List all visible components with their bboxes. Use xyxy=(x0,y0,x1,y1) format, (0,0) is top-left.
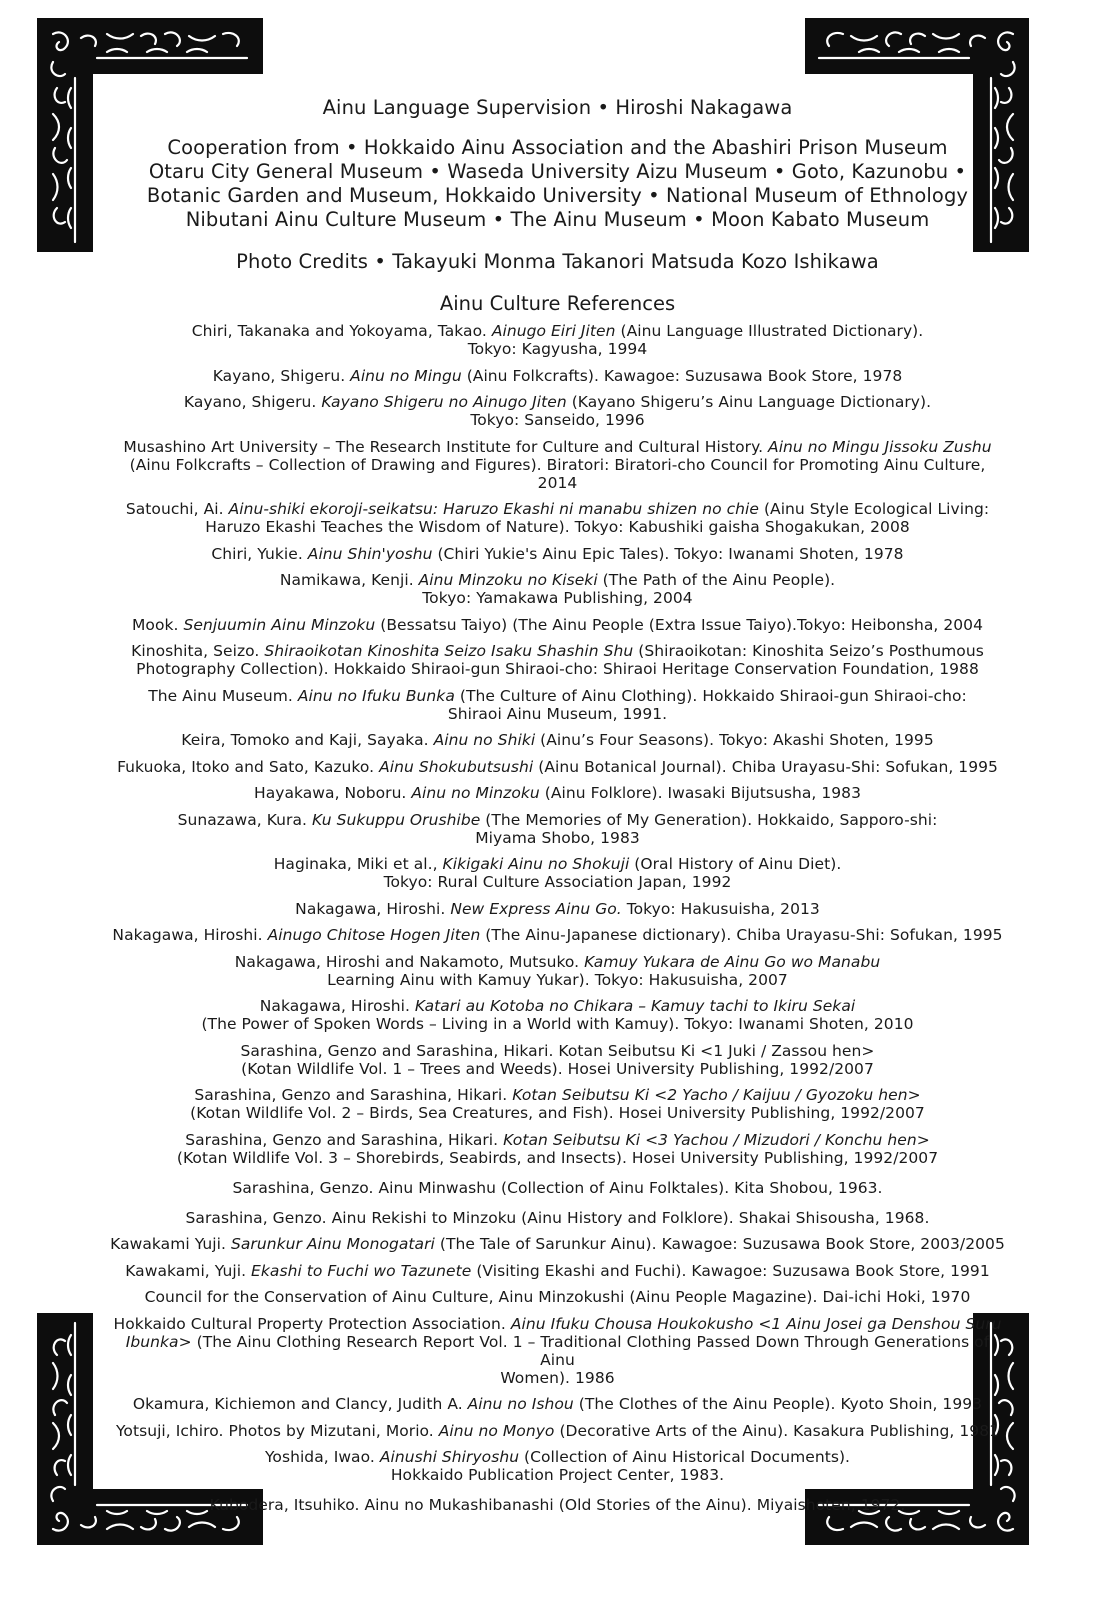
credits-content xyxy=(110,96,1005,1523)
reference-text: Chiri, Yukie. xyxy=(211,544,308,563)
reference-title-italic: Senjuumin Ainu Minzoku xyxy=(183,615,376,634)
reference-title-italic: Ainu no Ifuku Bunka xyxy=(297,686,455,705)
reference-title-italic: New Express Ainu Go. xyxy=(450,899,622,918)
reference-text: Sarashina, Genzo and Sarashina, Hikari. Kotan Seibutsu Ki <1 Juki / Zassou hen> xyxy=(240,1041,875,1060)
reference-entry xyxy=(110,953,1005,989)
reference-title-italic: Ainugo Chitose Hogen Jiten xyxy=(267,926,481,944)
reference-entry xyxy=(110,1395,1005,1413)
reference-entry xyxy=(110,1179,1005,1197)
reference-entry xyxy=(110,1288,1005,1306)
reference-entry xyxy=(110,642,1005,678)
reference-text: Photography Collection). Hokkaido Shiraoi-gun Shiraoi-cho: Shiraoi Heritage Conservation Foundation, 1988 xyxy=(136,660,979,678)
reference-text: Sarashina, Genzo. Ainu Rekishi to Minzoku (Ainu History and Folklore). Shakai Shisousha, 1968. xyxy=(185,1208,930,1227)
reference-title-italic: Katari au Kotoba no Chikara – Kamuy tachi to Ikiru Sekai xyxy=(414,997,856,1015)
reference-title-italic: Ainu Shokubutsushi xyxy=(379,757,534,776)
reference-entry xyxy=(110,545,1005,563)
reference-text: (The Ainu-Japanese dictionary). Chiba Urayasu-Shi: Sofukan, 1995 xyxy=(480,926,1003,944)
reference-title-italic: Kikigaki Ainu no Shokuji xyxy=(442,855,630,873)
reference-text: Hokkaido Cultural Property Protection Association. xyxy=(113,1314,511,1333)
reference-entry xyxy=(110,1042,1005,1078)
reference-text: The Ainu Museum. xyxy=(148,686,298,705)
reference-text: Keira, Tomoko and Kaji, Sayaka. xyxy=(181,731,434,749)
reference-entry xyxy=(110,855,1005,891)
reference-title-italic: Ainu no Mingu Jissoku Zushu xyxy=(768,437,992,456)
cooperation-line: Botanic Garden and Museum, Hokkaido University • National Museum of Ethnology xyxy=(146,184,969,207)
reference-entry xyxy=(110,1209,1005,1227)
reference-text: Yotsuji, Ichiro. Photos by Mizutani, Morio. xyxy=(115,1421,439,1440)
reference-text: Nakagawa, Hiroshi. xyxy=(259,997,415,1015)
reference-text: (Ainu Style Ecological Living: xyxy=(758,500,990,518)
reference-entry xyxy=(110,1262,1005,1280)
reference-entry xyxy=(110,900,1005,918)
reference-text: (The Memories of My Generation). Hokkaido, Sapporo-shi: xyxy=(480,810,938,829)
reference-text: (Collection of Ainu Historical Documents). xyxy=(519,1448,851,1466)
reference-text: Chiri, Takanaka and Yokoyama, Takao. xyxy=(191,322,492,340)
reference-text: Hayakawa, Noboru. xyxy=(253,784,412,802)
reference-entry xyxy=(110,926,1005,944)
reference-text: (Chiri Yukie's Ainu Epic Tales). Tokyo: Iwanami Shoten, 1978 xyxy=(432,544,904,563)
reference-text: Women). 1986 xyxy=(500,1368,615,1387)
reference-text: Kinoshita, Seizo. xyxy=(131,642,265,660)
reference-entry xyxy=(110,784,1005,802)
cooperation-line: Nibutani Ainu Culture Museum • The Ainu Museum • Moon Kabato Museum xyxy=(185,208,930,231)
reference-entry xyxy=(110,1496,1005,1514)
reference-entry xyxy=(110,1422,1005,1440)
reference-title-italic: Shiraoikotan Kinoshita Seizo Isaku Shashin Shu xyxy=(264,642,634,660)
reference-entry xyxy=(110,1448,1005,1484)
reference-text: Kubodera, Itsuhiko. Ainu no Mukashibanashi (Old Stories of the Ainu). Miyaishoten, 1972. xyxy=(209,1496,906,1514)
reference-title-italic: Kamuy Yukara de Ainu Go wo Manabu xyxy=(584,952,881,971)
reference-text: Tokyo: Kagyusha, 1994 xyxy=(467,340,648,358)
reference-text: Learning Ainu with Kamuy Yukar). Tokyo: Hakusuisha, 2007 xyxy=(327,970,788,989)
reference-text: (Ainu Folkcrafts). Kawagoe: Suzusawa Book Store, 1978 xyxy=(461,366,903,385)
reference-text: (Kotan Wildlife Vol. 3 – Shorebirds, Seabirds, and Insects). Hosei University Publishing, 1992/2007 xyxy=(176,1148,939,1167)
reference-title-italic: Ainu no Shiki xyxy=(433,731,536,749)
reference-text: (The Culture of Ainu Clothing). Hokkaido Shiraoi-gun Shiraoi-cho: xyxy=(454,686,967,705)
reference-text: (Oral History of Ainu Diet). xyxy=(629,855,842,873)
reference-text: Nakagawa, Hiroshi. xyxy=(112,926,268,944)
reference-text: Sarashina, Genzo. Ainu Minwashu (Collection of Ainu Folktales). Kita Shobou, 1963. xyxy=(232,1178,883,1197)
language-supervision-credit: Ainu Language Supervision • Hiroshi Nakagawa xyxy=(322,96,793,119)
references-list xyxy=(110,322,1005,1514)
reference-entry xyxy=(110,1086,1005,1122)
reference-entry xyxy=(110,322,1005,358)
reference-title-italic: Ibunka> xyxy=(125,1332,192,1351)
reference-text: Namikawa, Kenji. xyxy=(279,571,419,589)
reference-text: (The Tale of Sarunkur Ainu). Kawagoe: Suzusawa Book Store, 2003/2005 xyxy=(434,1235,1005,1253)
reference-entry xyxy=(110,758,1005,776)
reference-text: Okamura, Kichiemon and Clancy, Judith A. xyxy=(132,1395,468,1413)
reference-text: (The Path of the Ainu People). xyxy=(597,571,836,589)
reference-text: Kayano, Shigeru. xyxy=(183,393,322,411)
cooperation-line: Cooperation from • Hokkaido Ainu Association and the Abashiri Prison Museum xyxy=(167,136,948,159)
reference-title-italic: Ainu Shin'yoshu xyxy=(307,544,433,563)
reference-text: (Ainu Folklore). Iwasaki Bijutsusha, 1983 xyxy=(539,784,862,802)
reference-text: (Kotan Wildlife Vol. 2 – Birds, Sea Creatures, and Fish). Hosei University Publishing, 1992/2007 xyxy=(190,1104,925,1122)
reference-text: (The Ainu Clothing Research Report Vol. 1 – Traditional Clothing Passed Down Through Generations of Ainu xyxy=(191,1332,990,1369)
reference-entry xyxy=(110,367,1005,385)
reference-text: (Ainu’s Four Seasons). Tokyo: Akashi Shoten, 1995 xyxy=(535,731,934,749)
reference-text: Hokkaido Publication Project Center, 1983. xyxy=(390,1466,725,1484)
reference-entry xyxy=(110,1131,1005,1167)
reference-title-italic: Ainushi Shiryoshu xyxy=(379,1448,520,1466)
reference-title-italic: Kotan Seibutsu Ki <3 Yachou / Mizudori / Konchu hen> xyxy=(503,1130,930,1149)
reference-text: Haginaka, Miki et al., xyxy=(273,855,443,873)
reference-title-italic: Ainu-shiki ekoroji-seikatsu: Haruzo Ekashi ni manabu shizen no chie xyxy=(228,500,759,518)
reference-text: (The Clothes of the Ainu People). Kyoto Shoin, 1993 xyxy=(573,1395,983,1413)
reference-text: Tokyo: Yamakawa Publishing, 2004 xyxy=(422,589,693,607)
reference-text: (Ainu Folkcrafts – Collection of Drawing and Figures). Biratori: Biratori-cho Council for Promoting Ainu Culture, 2014 xyxy=(129,455,986,492)
reference-title-italic: Kotan Seibutsu Ki <2 Yacho / Kaijuu / Gyozoku hen> xyxy=(512,1086,921,1104)
reference-text: (Ainu Language Illustrated Dictionary). xyxy=(615,322,924,340)
reference-entry xyxy=(110,687,1005,723)
reference-title-italic: Ainu no Ishou xyxy=(467,1395,574,1413)
reference-title-italic: Ainu Minzoku no Kiseki xyxy=(418,571,598,589)
reference-text: (Decorative Arts of the Ainu). Kasakura Publishing, 1981 xyxy=(554,1421,1000,1440)
reference-entry xyxy=(110,616,1005,634)
reference-title-italic: Ainu no Minzoku xyxy=(411,784,540,802)
reference-entry xyxy=(110,1315,1005,1387)
reference-entry xyxy=(110,500,1005,536)
reference-entry xyxy=(110,1235,1005,1253)
reference-text: Kayano, Shigeru. xyxy=(212,366,351,385)
reference-text: Fukuoka, Itoko and Sato, Kazuko. xyxy=(117,757,380,776)
reference-entry xyxy=(110,571,1005,607)
references-heading: Ainu Culture References xyxy=(439,292,676,315)
reference-entry xyxy=(110,731,1005,749)
reference-text: Haruzo Ekashi Teaches the Wisdom of Nature). Tokyo: Kabushiki gaisha Shogakukan, 2008 xyxy=(205,518,910,536)
reference-title-italic: Ainu no Mingu xyxy=(350,366,462,385)
reference-text: (Kayano Shigeru’s Ainu Language Dictionary). xyxy=(566,393,932,411)
reference-text: (Ainu Botanical Journal). Chiba Urayasu-Shi: Sofukan, 1995 xyxy=(533,757,998,776)
reference-entry xyxy=(110,438,1005,492)
reference-title-italic: Ainugo Eiri Jiten xyxy=(491,322,616,340)
reference-text: Miyama Shobo, 1983 xyxy=(475,828,640,847)
reference-text: Sarashina, Genzo and Sarashina, Hikari. xyxy=(185,1130,504,1149)
photo-credits: Photo Credits • Takayuki Monma Takanori Matsuda Kozo Ishikawa xyxy=(236,250,879,273)
reference-text: (Shiraoikotan: Kinoshita Seizo’s Posthumous xyxy=(633,642,984,660)
reference-text: (Visiting Ekashi and Fuchi). Kawagoe: Suzusawa Book Store, 1991 xyxy=(471,1261,990,1280)
reference-text: Kawakami, Yuji. xyxy=(125,1261,252,1280)
reference-text: (The Power of Spoken Words – Living in a World with Kamuy). Tokyo: Iwanami Shoten, 2010 xyxy=(201,1015,914,1033)
reference-title-italic: Ekashi to Fuchi wo Tazunete xyxy=(251,1261,472,1280)
reference-text: Tokyo: Rural Culture Association Japan, 1992 xyxy=(383,873,732,891)
reference-entry xyxy=(110,997,1005,1033)
reference-text: Shiraoi Ainu Museum, 1991. xyxy=(447,704,668,723)
reference-text: (Bessatsu Taiyo) (The Ainu People (Extra Issue Taiyo).Tokyo: Heibonsha, 2004 xyxy=(375,615,984,634)
reference-text: Nakagawa, Hiroshi. xyxy=(295,899,451,918)
reference-text: Mook. xyxy=(131,615,184,634)
reference-title-italic: Sarunkur Ainu Monogatari xyxy=(230,1235,435,1253)
reference-text: Musashino Art University – The Research Institute for Culture and Cultural History. xyxy=(123,437,769,456)
reference-text: (Kotan Wildlife Vol. 1 – Trees and Weeds). Hosei University Publishing, 1992/2007 xyxy=(241,1059,874,1078)
reference-title-italic: Ku Sukuppu Orushibe xyxy=(311,810,481,829)
reference-text: Tokyo: Hakusuisha, 2013 xyxy=(621,899,820,918)
reference-title-italic: Kayano Shigeru no Ainugo Jiten xyxy=(321,393,567,411)
cooperation-credits xyxy=(110,136,1005,232)
cooperation-line: Otaru City General Museum • Waseda University Aizu Museum • Goto, Kazunobu • xyxy=(148,160,967,183)
reference-text: Sarashina, Genzo and Sarashina, Hikari. xyxy=(194,1086,513,1104)
reference-text: Sunazawa, Kura. xyxy=(177,810,312,829)
reference-entry xyxy=(110,811,1005,847)
reference-text: Satouchi, Ai. xyxy=(125,500,229,518)
reference-text: Yoshida, Iwao. xyxy=(264,1448,380,1466)
reference-text: Tokyo: Sanseido, 1996 xyxy=(470,411,645,429)
reference-text: Kawakami Yuji. xyxy=(110,1235,231,1253)
reference-title-italic: Ainu Ifuku Chousa Houkokusho <1 Ainu Josei ga Denshou Suru xyxy=(510,1314,1002,1333)
reference-title-italic: Ainu no Monyo xyxy=(438,1421,555,1440)
reference-text: Nakagawa, Hiroshi and Nakamoto, Mutsuko. xyxy=(234,952,585,971)
reference-text: Council for the Conservation of Ainu Culture, Ainu Minzokushi (Ainu People Magazine). Dai-ichi Hoki, 1970 xyxy=(144,1288,971,1306)
reference-entry xyxy=(110,393,1005,429)
